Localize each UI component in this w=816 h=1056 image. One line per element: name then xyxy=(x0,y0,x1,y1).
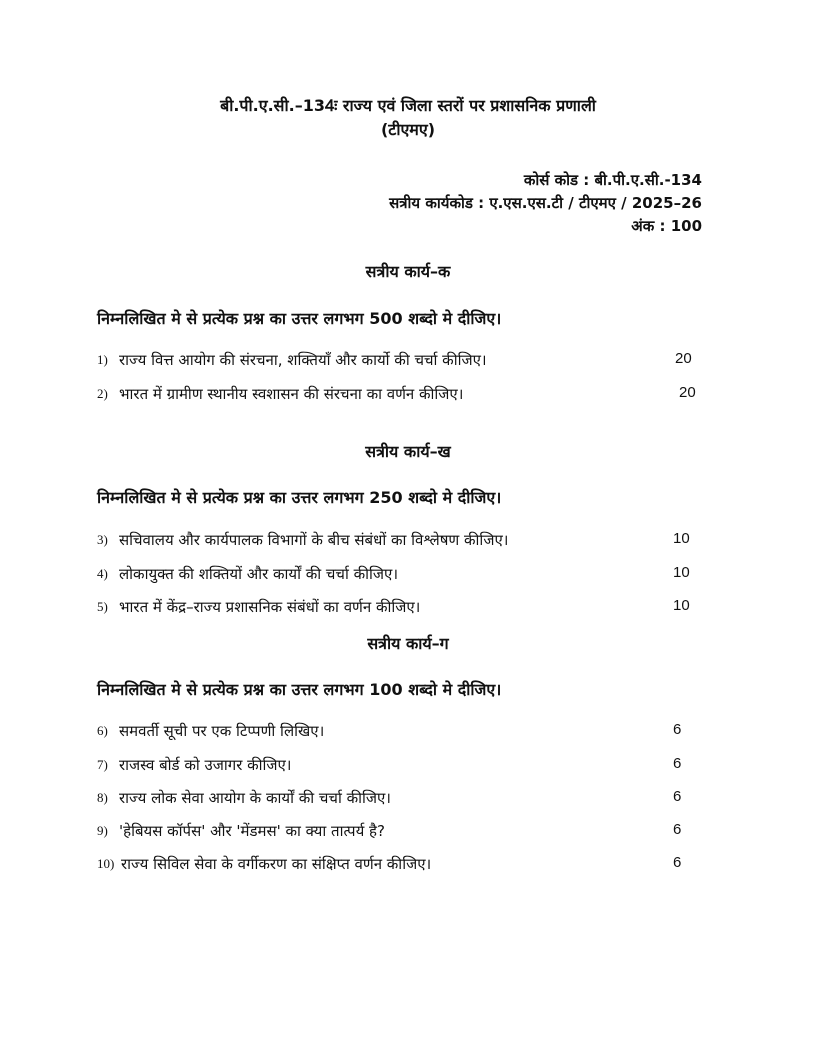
question-number: 2) xyxy=(97,386,108,401)
question-text: भारत में ग्रामीण स्थानीय स्वशासन की संरचना का वर्णन कीजिए। xyxy=(119,385,464,403)
question-text: समवर्ती सूची पर एक टिप्पणी लिखिए। xyxy=(119,722,325,740)
section-instruction-a: निम्नलिखित मे से प्रत्येक प्रश्न का उत्तर लगभग 500 शब्दो मे दीजिए। xyxy=(97,309,502,328)
question-item xyxy=(97,597,717,619)
assignment-code: सत्रीय कार्यकोड : ए.एस.एस.टी / टीएमए / 2025–26 xyxy=(389,194,702,212)
question-item xyxy=(97,564,717,586)
question-item xyxy=(97,721,717,743)
question-number: 5) xyxy=(97,599,108,614)
question-marks: 10 xyxy=(673,597,690,614)
question-text: लोकायुक्त की शक्तियों और कार्यों की चर्चा कीजिए। xyxy=(119,565,399,583)
question-number: 6) xyxy=(97,723,108,738)
question-number: 3) xyxy=(97,532,108,547)
question-item xyxy=(97,384,717,406)
question-number: 10) xyxy=(97,856,115,871)
question-text: भारत में केंद्र–राज्य प्रशासनिक संबंधों का वर्णन कीजिए। xyxy=(119,598,421,616)
question-marks: 6 xyxy=(673,854,682,871)
question-item xyxy=(97,821,717,843)
question-number: 8) xyxy=(97,790,108,805)
question-marks: 20 xyxy=(679,384,696,401)
question-text: राज्य सिविल सेवा के वर्गीकरण का संक्षिप्त वर्णन कीजिए। xyxy=(121,855,432,873)
question-item xyxy=(97,854,717,876)
document-title: बी.पी.ए.सी.–134ः राज्य एवं जिला स्तरों पर प्रशासनिक प्रणाली xyxy=(220,96,596,115)
question-number: 9) xyxy=(97,823,108,838)
question-text: 'हेबियस कॉर्पस' और 'मेंडमस' का क्या तात्पर्य है? xyxy=(119,822,385,840)
question-marks: 6 xyxy=(673,788,682,805)
question-text: सचिवालय और कार्यपालक विभागों के बीच संबंधों का विश्लेषण कीजिए। xyxy=(119,531,509,549)
question-item xyxy=(97,530,717,552)
question-item xyxy=(97,755,717,777)
question-text: राज्य वित्त आयोग की संरचना, शक्तियाँ और कार्यो की चर्चा कीजिए। xyxy=(119,351,487,369)
question-number: 4) xyxy=(97,566,108,581)
question-item xyxy=(97,788,717,810)
section-instruction-c: निम्नलिखित मे से प्रत्येक प्रश्न का उत्तर लगभग 100 शब्दो मे दीजिए। xyxy=(97,680,502,699)
question-text: राज्य लोक सेवा आयोग के कार्यों की चर्चा कीजिए। xyxy=(119,789,391,807)
question-marks: 20 xyxy=(675,350,692,367)
total-marks: अंक : 100 xyxy=(631,217,702,235)
question-number: 7) xyxy=(97,757,108,772)
question-marks: 6 xyxy=(673,821,682,838)
course-code: कोर्स कोड : बी.पी.ए.सी.-134 xyxy=(523,171,702,189)
question-text: राजस्व बोर्ड को उजागर कीजिए। xyxy=(119,756,292,774)
question-item xyxy=(97,350,717,372)
question-number: 1) xyxy=(97,352,108,367)
section-heading-a: सत्रीय कार्य–क xyxy=(365,262,451,281)
document-subtitle: (टीएमए) xyxy=(380,120,436,139)
question-marks: 10 xyxy=(673,564,690,581)
section-heading-c: सत्रीय कार्य–ग xyxy=(367,634,449,653)
section-heading-b: सत्रीय कार्य–ख xyxy=(365,442,451,461)
question-marks: 6 xyxy=(673,721,682,738)
question-marks: 6 xyxy=(673,755,682,772)
question-marks: 10 xyxy=(673,530,690,547)
section-instruction-b: निम्नलिखित मे से प्रत्येक प्रश्न का उत्तर लगभग 250 शब्दो मे दीजिए। xyxy=(97,488,502,507)
